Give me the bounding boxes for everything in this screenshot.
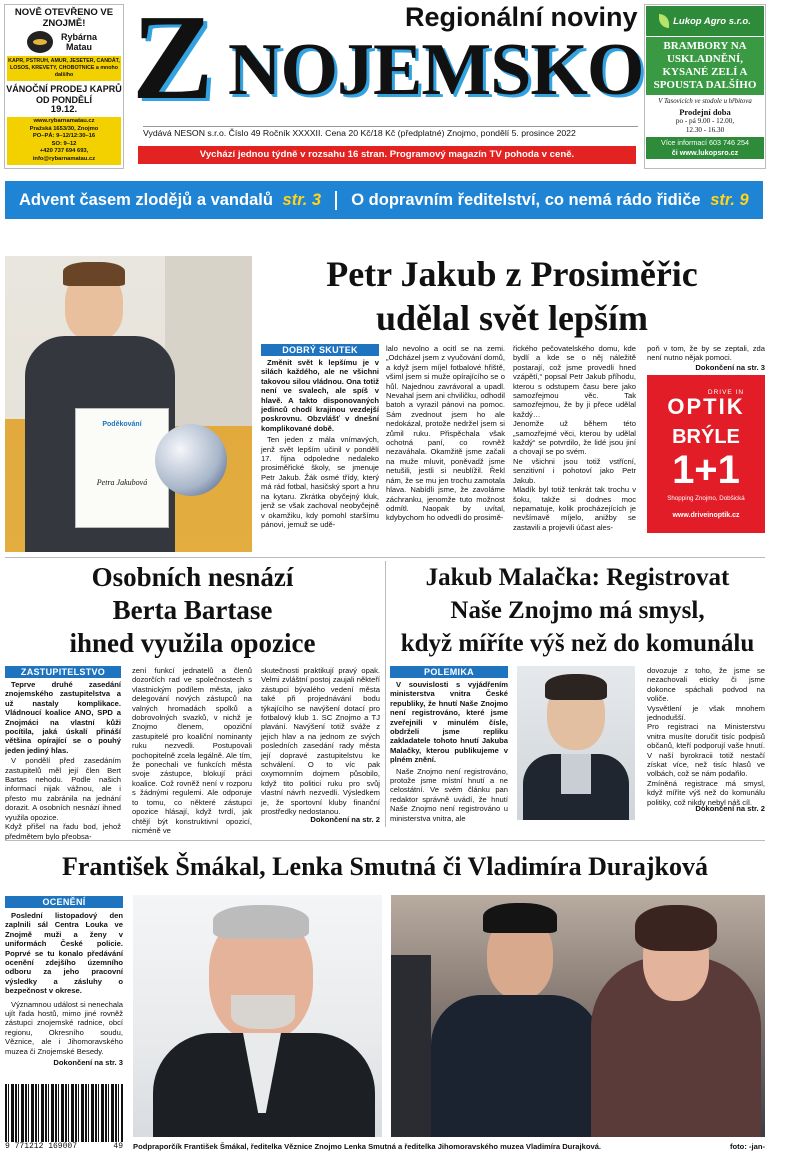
- barcode-digits: 9 771212 169007: [5, 1142, 78, 1151]
- story2-headline: Osobních nesnází Berta Bartase ihned využila opozice: [69, 562, 316, 658]
- story4-lead: Poslední listopadový den zaplnili sál Centra Louka ve Znojmě muži a ženy v uniformách České policie. Poprvé se tu konalo předávání ocenění zdejšího územního odboru za jeho pracovní výsledky a zásluhy o bezpečnost v okrese.: [5, 911, 123, 996]
- leaf-icon: [659, 14, 669, 28]
- masthead-info: Vydává NESON s.r.o. Číslo 49 Ročník XXXXII. Cena 20 Kč/18 Kč (předplatné) Znojmo, pondělí 5. prosince 2022: [143, 126, 638, 138]
- ad-rybarna-date: 19.12.: [50, 104, 78, 115]
- masthead-title: [132, 0, 644, 125]
- ad-rybarna-headline: NOVĚ OTEVŘENO VE ZNOJMĚ!: [14, 7, 114, 29]
- story4-headline: František Šmákal, Lenka Smutná či Vladimíra Durajková: [62, 852, 708, 881]
- teaser-1[interactable]: Advent časem zlodějů a vandalů str. 3: [5, 191, 337, 210]
- story2-lead: Teprve druhé zasedání znojemského zastupitelstva a už nastaly komplikace. Vládnoucí koalice ANO, SPD a Znojmáci na vlastní kůži pocítila, jaká úskalí přináší většina opírající se o pouhý jeden jediný hlas.: [5, 680, 121, 755]
- ad-rybarna-hours2: SO: 9–12: [51, 140, 77, 147]
- story2-col1: V pondělí před zasedáním zastupitelů měl její člen Bert Bartas nehodu. Podle našich informací nijak vážnou, ale i přesto mu zabránila na jednání dorazit. A osobních nesnází ihned využila opozice. Když přišel na řadu bod, jehož předmětem bylo přeobsa-: [5, 756, 121, 841]
- story4-continued[interactable]: Dokončení na str. 3: [53, 1058, 123, 1068]
- barcode-issue: 49: [113, 1142, 123, 1151]
- story2-col3: skutečnosti praktikují pravý opak. Velmi zvláštní postoj zaujali někteří zástupci bývalého vedení města také při projednávání bodu týkajícího se navýšení dotací pro fotbalový klub 1. SC Znojmo a TJ plavání. Navýšení totiž sváže z jejich hlav a na jednom ze svých posledních zasedání rady města její dopravé zastupitelstvu ke schválení. O to víc pak oxymornním dojmem působilo, když tito politici ruku pro svůj vlastní návrh nezvedli. Výsledkem je, že sportovní kluby finanční prostředky nedostanou.: [261, 666, 380, 817]
- ad-rybarna-fish: KAPR, PSTRUH, AMUR, JESETER, CANDÁT, LOSOS, KREVETY, CHOBOTNICE a mnoho dalšího: [7, 56, 121, 81]
- ad-lukop-location: V Tasovicích ve stodole u hřbitova: [658, 98, 752, 105]
- masthead-title-rest: NOJEMSKO: [228, 29, 644, 111]
- story3-continued[interactable]: Dokončení na str. 2: [695, 804, 765, 813]
- ad-lukop-hours2: 12.30 - 16.30: [685, 125, 725, 134]
- ad-lukop-phone[interactable]: Více informací 603 746 254: [661, 138, 749, 147]
- photo-smutna-durajkova: [391, 895, 765, 1137]
- story1-tag: DOBRÝ SKUTEK: [261, 344, 379, 356]
- story4-credit: foto: -jan-: [729, 1142, 765, 1151]
- story4-tag: OCENĚNÍ: [5, 896, 123, 908]
- story2-col2: zení funkcí jednatelů a členů dozorčích rad ve společnostech s vlastnickým podílem města, jako delegování nových zástupců na valných hromadách spolků a dobrovolných svazků, v nichž je Znojmo členem, opoziční zastupitelé pro koaliční nominanty ruku nezvedli. Postupovali pochopitelně zcela legálně. Ale tím, že ponechali ve funkcích města svoje zástupce, blokují práci koalice. Což rovněž není v rozporu s žádnými regulemi. Ale odporuje to tomu, co některé zástupci opozice hlásají, když tvrdí, jak chtějí být konstruktivní opozicí, nicméně ve: [132, 666, 252, 835]
- ad-rybarna-shop: Rybárna Matau: [60, 32, 97, 52]
- story4-caption: Podpraporčík František Šmákal, ředitelka Věznice Znojmo Lenka Smutná a ředitelka Jihomoravského muzea Vladimíra Durajková.: [133, 1142, 602, 1151]
- story3-tag: POLEMIKA: [390, 666, 508, 678]
- masthead-tagline: Regionální noviny: [405, 2, 638, 32]
- story1-col1: Ten jeden z mála vnímavých, jenž svět lepším učinil v pondělí 17. října odpoledne nedaleko prosiměřické školy, se jmenuje Petr Jakub. Žák osmé třídy, který má rád fotbal, hasičský sport a hru na kytaru. Zkrátka obyčejný kluk, jenž se však zachoval neobyčejně v okamžiku, kdy pomohl staršímu pánovi, jemuž se udě-: [261, 435, 379, 529]
- masthead-title-z: Z: [132, 0, 214, 125]
- photo-jakub-malacka: [517, 666, 635, 820]
- barcode: [5, 1084, 123, 1156]
- ad-lukop-web[interactable]: či www.lukopsro.cz: [671, 148, 739, 157]
- ad-optik[interactable]: [647, 375, 765, 533]
- photo-frantisek-smakal: [133, 895, 382, 1137]
- ad-optik-brand: OPTIK: [667, 394, 745, 419]
- ad-optik-offer: BRÝLE: [672, 426, 740, 448]
- ad-rybarna-email[interactable]: info@rybarnamatau.cz: [32, 155, 96, 162]
- story2-continued[interactable]: Dokončení na str. 2: [310, 815, 380, 824]
- story1-lead: Změnit svět k lepšímu je v silách každého, ale ne všichni takovou silou vládnou. Ona totiž není ve svalech, ale spíš v hlavě. A takto disponovaných jedinců chodí krajinou vezdejší poskrovnu. Obzvlášť v dnešní komplikované době.: [261, 358, 379, 433]
- certificate: Poděkování Petra Jakubová: [75, 408, 169, 528]
- story4-body: Významnou událost si nenechala ujít řada hostů, mimo jiné rovněž zástupci znojemské radnice, obcí regionu, Okresního soudu, Věznice, ale i Jihomoravského muzea či Znojemské Besedy.: [5, 999, 123, 1056]
- ad-rybarna-hours1: PO–PÁ: 9–12/12:30–16: [32, 133, 96, 140]
- teaser-bar: [5, 181, 763, 219]
- masthead-red-banner: Vychází jednou týdně v rozsahu 16 stran. Programový magazín TV pohoda v ceně.: [138, 146, 636, 164]
- story1-headline: Petr Jakub z Prosiměřic udělal svět lepším: [326, 254, 698, 338]
- story3-headline: Jakub Malačka: Registrovat Naše Znojmo má smysl, když míříte výš než do komunálu: [400, 564, 755, 657]
- fish-logo-icon: [27, 31, 53, 53]
- ad-optik-drive-in: DRIVE IN: [707, 389, 745, 396]
- ad-lukop-headline: BRAMBORY NA USKLADNĚNÍ, KYSANÉ ZELÍ A SPOUSTA DALŠÍHO: [646, 37, 764, 95]
- ad-rybarna-phone: +420 737 694 693,: [39, 148, 89, 155]
- ball: [155, 424, 227, 496]
- story3-col2: dovozuje z toho, že jsme se nezachovali eticky či jsme dokonce spáchali podvod na voliče. Vysvětlení je však mnohem jednodušší. Pro registraci na Ministerstvu vnitra musíte doručit tisíc podpisů občanů, kteří podporují vaše hnutí. V naší byrokracii totiž nestačí získat více, než tisíc hlasů ve volbách, což se nám podařilo. Zmíněná registrace má smysl, když míříte výš než do komunálu politiky, což nikdy nebyl náš cíl.: [647, 666, 765, 807]
- ad-rybarna-web[interactable]: www.rybarnamatau.cz: [33, 118, 95, 124]
- ad-lukop-hours1: po - pá 9.00 - 12.00,: [675, 117, 735, 125]
- ad-rybarna-address: Pražská 1653/30, Znojmo: [29, 125, 99, 132]
- story2-tag: ZASTUPITELSTVO: [5, 666, 121, 678]
- divider-1: [5, 557, 765, 558]
- teaser-2[interactable]: O dopravním ředitelství, co nemá rádo řidiče str. 9: [351, 190, 749, 209]
- divider-vertical: [385, 561, 386, 827]
- photo-petr-jakub: [5, 256, 252, 552]
- ad-lukop-hours-title: Prodejní doba: [679, 107, 731, 117]
- story1-col4: poň v tom, že by se zeptali, zda není nutno nějak pomoci.: [647, 344, 765, 363]
- story1-col3: řického pečovatelského domu, kde bydlí a kde se o něj náležitě postarají, což jsme provedli hned vzápětí,“ popsal Petr Jakub příhodu, kterou s odstupem času bere jako samozřejmou věc. Tak samozřejmou, že by ji přece udělal každý… Jenomže už během této „samozřejmé věci, kterou by udělal každý“ se potvrdilo, že lidé jsou jiní a chovají se po svém. Ne všichni jsou totiž vstřícní, senzitivní i pohotoví jako Petr Jakub. Mladík byl totiž tenkrát tak trochu v šoku, takže si dodnes moc nepamatuje, kolik procházejících je nevšímavě míjelo, anižby se zastavili a projevili účast ales-: [513, 344, 636, 532]
- ad-optik-place: Shopping Znojmo, Dobšická: [667, 495, 745, 502]
- ad-optik-web: www.driveinoptik.cz: [672, 512, 740, 519]
- story1-continued[interactable]: Dokončení na str. 3: [695, 363, 765, 372]
- ad-rybarna-sale: VÁNOČNÍ PRODEJ KAPRŮ OD PONDĚLÍ: [6, 84, 122, 105]
- ad-lukop[interactable]: [644, 4, 766, 169]
- story3-col1: Naše Znojmo není registrováno, protože jsme místní hnutí a ne celostátní. Ve svém článku pan redaktor správně uvádí, že hnutí Naše Znojmo není registrováno u ministerstva vnitra, ale: [390, 766, 508, 823]
- barcode-bars: [5, 1084, 123, 1142]
- ad-lukop-logo: Lukop Agro s.r.o.: [646, 6, 764, 36]
- ad-optik-deal: 1+1: [672, 448, 740, 492]
- story3-lead: V souvislosti s vyjádřením ministerstva vnitra České republiky, že hnutí Naše Znojmo není registrováno, které jsme zveřejnili v minulém čísle, obdrželi jsme repliku zakladatele tohoto hnutí Jakuba Malačky, kterou publikujeme v plném znění.: [390, 680, 508, 765]
- ad-rybarna[interactable]: [4, 4, 124, 169]
- story1-col2: lalo nevolno a ocitl se na zemi. „Odcházel jsem z vyučování domů, a když jsem míjel fotbalové hřiště, všiml jsem si muže opírajícího se o hůl. Najednou zavrávoral a upadl. Nevahal jsem ani chviličku, odhodil batoh a vyrazil pánovi na pomoc. Sám zvednout jsem ho ale nedokázal, protože nedržel jsem si zůmil ruku. Přispěchala však ochotná paní, co rovněž nezaváhala. Okamžitě jsme začali na muže mluvit, poněvadž jsme netušili, jestli si neublížil. Řekl nám, že se mu jen trochu zamotala hlava. Nabídli jsme, že zavoláme záchranku, jenomže tuto možnost odmítl. Naopak by uvítal, kdybychom ho odvedli do prosimě-: [386, 344, 505, 523]
- divider-2: [5, 840, 765, 841]
